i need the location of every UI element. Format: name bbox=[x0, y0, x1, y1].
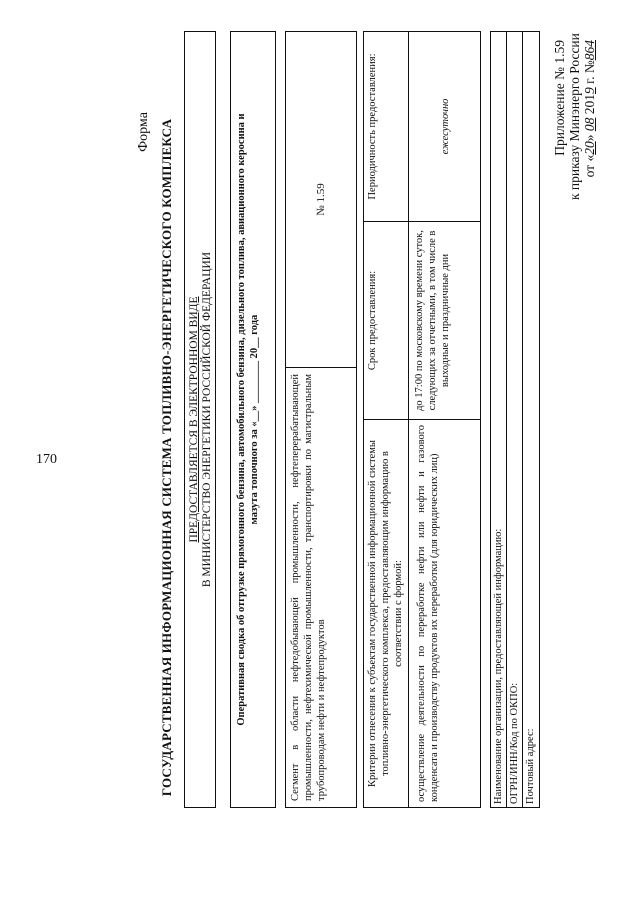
appendix-day: 20 bbox=[582, 141, 597, 155]
report-title-line-2: мазута топочного за «__» ________ 20__ года bbox=[249, 314, 260, 525]
appendix-order: к приказу Минэнерго России bbox=[567, 33, 582, 200]
criteria-table bbox=[363, 31, 481, 808]
organization-address-row[interactable] bbox=[523, 32, 539, 807]
frequency-header: Периодичность предоставления: bbox=[367, 53, 378, 200]
report-title-line-1: Оперативная сводка об отгрузке прямогонного бензина, автомобильного бензина, дизельного топлива, авиационного керосина и bbox=[236, 113, 247, 726]
criteria-body-row bbox=[409, 32, 481, 807]
form-code: № 1.59 bbox=[315, 183, 327, 216]
appendix-month: 08 bbox=[582, 117, 597, 132]
segment-description: Сегмент в области нефтедобывающей промышленности, нефтеперерабатывающей промышленности, нефтехимической промышленности, транспортировки по магистральным трубопроводам нефти и нефтепродуктов bbox=[286, 367, 356, 807]
appendix-order-number: 864 bbox=[582, 40, 597, 61]
deadline-header: Срок предоставления: bbox=[364, 221, 408, 419]
organization-name-row[interactable] bbox=[491, 32, 507, 807]
electronic-line-2: В МИНИСТЕРСТВО ЭНЕРГЕТИКИ РОССИЙСКОЙ ФЕДЕРАЦИИ bbox=[201, 251, 213, 588]
frequency-text: ежесуточно bbox=[439, 98, 451, 155]
organization-address-label: Почтовый адрес: bbox=[525, 728, 536, 804]
page-number: 170 bbox=[36, 452, 57, 467]
appendix-header bbox=[552, 33, 597, 200]
main-title: ГОСУДАРСТВЕННАЯ ИНФОРМАЦИОННАЯ СИСТЕМА ТОПЛИВНО-ЭНЕРГЕТИЧЕСКОГО КОМПЛЕКСА bbox=[159, 118, 174, 797]
segment-table bbox=[285, 31, 357, 808]
criteria-header-row bbox=[364, 32, 409, 807]
electronic-line-1: ПРЕДОСТАВЛЯЕТСЯ В ЭЛЕКТРОННОМ ВИДЕ bbox=[188, 296, 200, 543]
appendix-date-line: от «20» 08 2019 г. №864 bbox=[582, 40, 597, 178]
form-label: Форма bbox=[136, 112, 151, 152]
organization-name-label: Наименование организации, предоставляющей информацию: bbox=[493, 528, 504, 804]
criterion-text: осуществление деятельности по переработке нефти или нефти и газового конденсата и производству продуктов их переработки (для юридических лиц) bbox=[409, 419, 481, 807]
organization-box bbox=[490, 31, 540, 808]
organization-ogrn-row[interactable] bbox=[507, 32, 523, 807]
appendix-number: Приложение № 1.59 bbox=[552, 40, 567, 156]
criteria-header: Критерии отнесения к субъектам государственной информационной системы топливно-энергетического комплекса, предоставляющим информацию в соответствии с формой: bbox=[364, 419, 408, 807]
electronic-submission-banner bbox=[184, 31, 216, 808]
organization-ogrn-label: ОГРН/ИНН/Код по ОКПО: bbox=[509, 682, 520, 804]
deadline-text: до 17:00 по московскому времени суток, следующих за отчетными, в том числе в выходные и праздничные дни bbox=[409, 221, 481, 419]
report-title-box bbox=[230, 31, 276, 808]
